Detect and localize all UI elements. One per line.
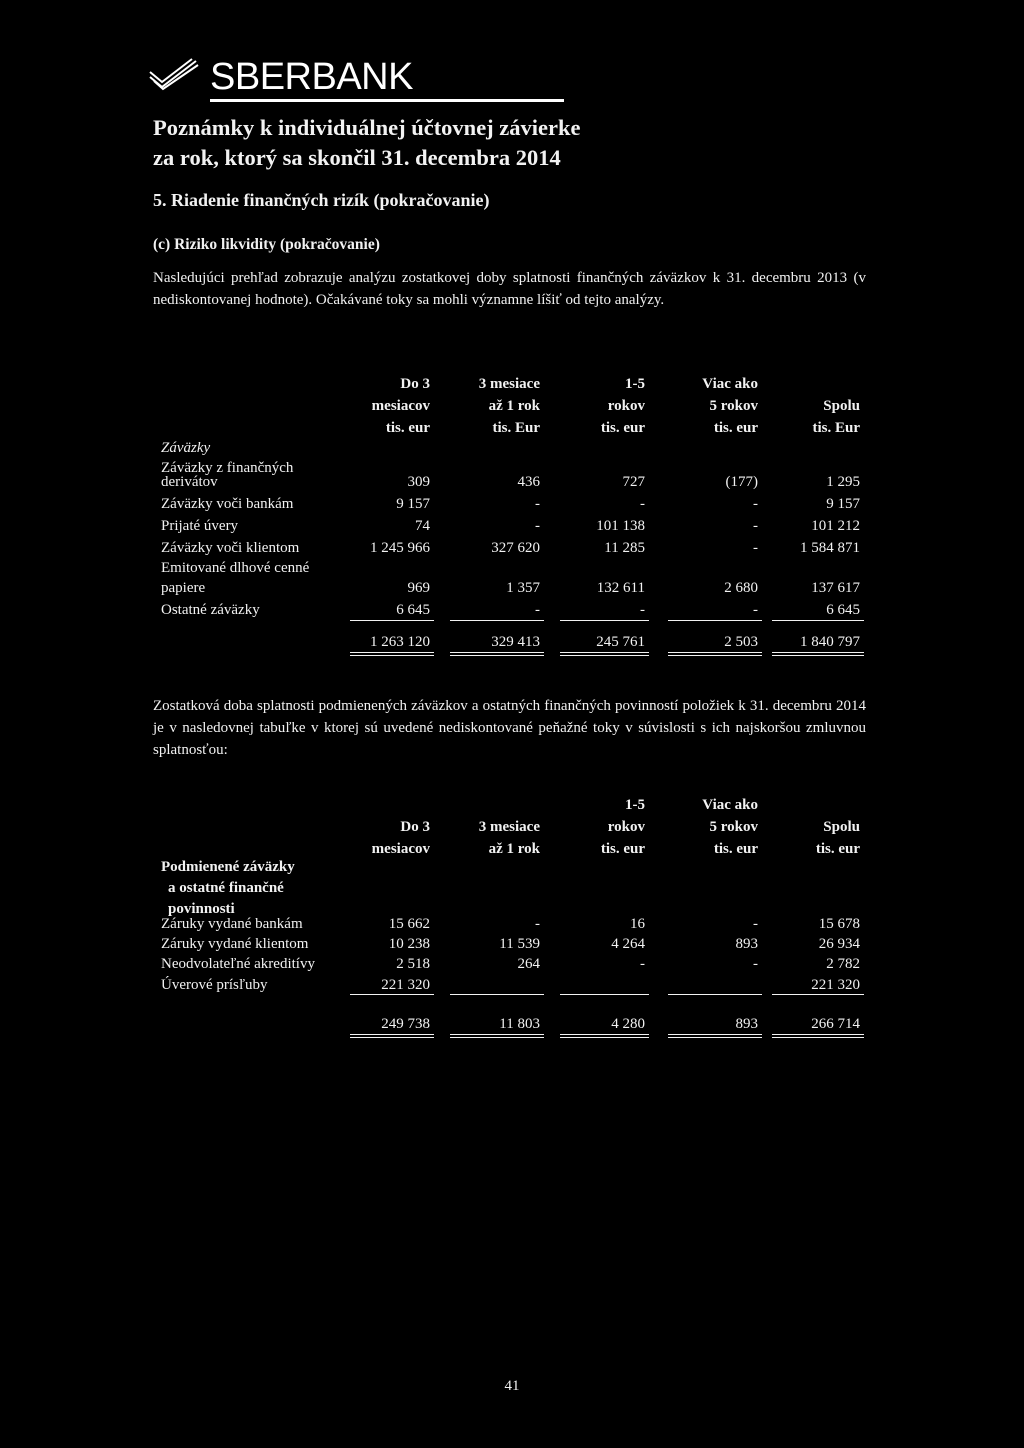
cell-value: 221 320 bbox=[381, 977, 430, 993]
row-label: Prijaté úvery bbox=[161, 518, 239, 534]
cell-value: 132 611 bbox=[596, 580, 645, 596]
cell-value: 15 662 bbox=[388, 916, 430, 932]
column-header: tis. Eur bbox=[492, 420, 540, 436]
cell-value: 9 157 bbox=[826, 496, 860, 512]
section-label: povinnosti bbox=[168, 901, 235, 917]
cell-value: 137 617 bbox=[811, 580, 860, 596]
column-underline bbox=[450, 620, 544, 621]
column-header: rokov bbox=[607, 819, 645, 835]
total-double-underline bbox=[560, 1034, 649, 1038]
cell-value: - bbox=[535, 496, 540, 512]
row-label: Emitované dlhové cenné bbox=[161, 560, 310, 576]
logo-underline bbox=[210, 99, 564, 102]
intro-paragraph-1: Nasledujúci prehľad zobrazuje analýzu zostatkovej doby splatnosti finančných záväzkov k 31. decembru 2013 (v nediskontovanej hodnote). Očakávané toky sa mohli významne líšiť od tejto analýzy. bbox=[153, 270, 866, 308]
row-label: Záruky vydané bankám bbox=[161, 916, 303, 932]
column-header: 3 mesiace bbox=[478, 819, 540, 835]
column-underline bbox=[560, 994, 649, 995]
cell-value: 10 238 bbox=[388, 936, 430, 952]
intro-paragraph-2: Zostatková doba splatnosti podmienených záväzkov a ostatných finančných povinností položiek k 31. decembru 2014 je v nasledovnej tabuľke v ktorej sú uvedené nediskontované peňažné toky v súvislosti s ich najskoršou zmluvnou splatnosťou: bbox=[153, 698, 866, 758]
total-double-underline bbox=[772, 1034, 864, 1038]
document-title-line2: za rok, ktorý sa skončil 31. decembra 2014 bbox=[153, 145, 561, 170]
total-double-underline bbox=[560, 652, 649, 656]
row-label: Úverové prísľuby bbox=[161, 977, 268, 993]
section-heading: 5. Riadenie finančných rizík (pokračovanie) bbox=[153, 190, 490, 210]
cell-value: 4 264 bbox=[611, 936, 645, 952]
cell-value: 2 782 bbox=[826, 956, 860, 972]
row-label: Záväzky z finančných bbox=[161, 460, 294, 476]
column-underline bbox=[560, 620, 649, 621]
cell-value: 309 bbox=[407, 474, 430, 490]
column-underline bbox=[668, 620, 762, 621]
cell-value: 1 295 bbox=[826, 474, 860, 490]
column-header: Viac ako bbox=[702, 797, 758, 813]
total-value: 11 803 bbox=[499, 1016, 540, 1032]
cell-value: 1 245 966 bbox=[370, 540, 430, 556]
total-value: 4 280 bbox=[611, 1016, 645, 1032]
section-label: Záväzky bbox=[161, 440, 211, 456]
cell-value: 74 bbox=[415, 518, 430, 534]
cell-value: 264 bbox=[517, 956, 540, 972]
column-header: Do 3 bbox=[400, 819, 430, 835]
column-header: 5 rokov bbox=[709, 819, 758, 835]
cell-value: 9 157 bbox=[396, 496, 430, 512]
cell-value: (177) bbox=[725, 474, 758, 490]
total-double-underline bbox=[668, 1034, 762, 1038]
total-double-underline bbox=[668, 652, 762, 656]
column-underline bbox=[350, 994, 434, 995]
cell-value: - bbox=[640, 956, 645, 972]
row-label: derivátov bbox=[161, 474, 218, 490]
column-header: 1-5 bbox=[625, 376, 645, 392]
cell-value: - bbox=[753, 540, 758, 556]
cell-value: 15 678 bbox=[818, 916, 860, 932]
column-header: 5 rokov bbox=[709, 398, 758, 414]
column-header: až 1 rok bbox=[488, 841, 540, 857]
total-double-underline bbox=[450, 1034, 544, 1038]
column-header: Spolu bbox=[823, 819, 860, 835]
cell-value: 101 138 bbox=[596, 518, 645, 534]
cell-value: 2 518 bbox=[396, 956, 430, 972]
cell-value: - bbox=[535, 602, 540, 618]
cell-value: 1 584 871 bbox=[800, 540, 860, 556]
total-value: 2 503 bbox=[724, 634, 758, 650]
row-label: Záruky vydané klientom bbox=[161, 936, 309, 952]
cell-value: 16 bbox=[630, 916, 645, 932]
cell-value: - bbox=[640, 602, 645, 618]
cell-value: 893 bbox=[735, 936, 758, 952]
cell-value: 727 bbox=[622, 474, 645, 490]
column-header: tis. eur bbox=[600, 841, 645, 857]
total-value: 329 413 bbox=[491, 634, 540, 650]
cell-value: 101 212 bbox=[811, 518, 860, 534]
total-double-underline bbox=[450, 652, 544, 656]
logo-text: SBERBANK bbox=[210, 56, 413, 98]
total-value: 1 263 120 bbox=[370, 634, 430, 650]
cell-value: - bbox=[535, 916, 540, 932]
column-header: mesiacov bbox=[371, 398, 430, 414]
column-underline bbox=[350, 620, 434, 621]
column-header: mesiacov bbox=[371, 841, 430, 857]
total-double-underline bbox=[350, 652, 434, 656]
total-value: 249 738 bbox=[381, 1016, 430, 1032]
column-underline bbox=[772, 994, 864, 995]
total-double-underline bbox=[772, 652, 864, 656]
column-header: tis. eur bbox=[815, 841, 860, 857]
total-value: 893 bbox=[735, 1016, 758, 1032]
column-header: Viac ako bbox=[702, 376, 758, 392]
column-header: 1-5 bbox=[625, 797, 645, 813]
column-header: tis. Eur bbox=[812, 420, 860, 436]
column-header: Spolu bbox=[823, 398, 860, 414]
cell-value: 6 645 bbox=[396, 602, 430, 618]
cell-value: - bbox=[753, 916, 758, 932]
cell-value: 11 539 bbox=[499, 936, 540, 952]
cell-value: 436 bbox=[517, 474, 540, 490]
total-value: 245 761 bbox=[596, 634, 645, 650]
cell-value: 1 357 bbox=[506, 580, 540, 596]
column-header: tis. eur bbox=[713, 420, 758, 436]
row-label: Ostatné záväzky bbox=[161, 602, 260, 618]
column-header: až 1 rok bbox=[488, 398, 540, 414]
cell-value: 11 285 bbox=[604, 540, 645, 556]
page-number: 41 bbox=[504, 1378, 520, 1394]
cell-value: - bbox=[753, 602, 758, 618]
cell-value: 26 934 bbox=[818, 936, 860, 952]
total-value: 1 840 797 bbox=[800, 634, 860, 650]
column-header: tis. eur bbox=[600, 420, 645, 436]
cell-value: - bbox=[640, 496, 645, 512]
column-underline bbox=[668, 994, 762, 995]
cell-value: 221 320 bbox=[811, 977, 860, 993]
row-label: Záväzky voči klientom bbox=[161, 540, 300, 556]
cell-value: - bbox=[753, 956, 758, 972]
column-underline bbox=[772, 620, 864, 621]
cell-value: - bbox=[535, 518, 540, 534]
total-value: 266 714 bbox=[811, 1016, 860, 1032]
cell-value: 6 645 bbox=[826, 602, 860, 618]
column-header: tis. eur bbox=[713, 841, 758, 857]
section-label: a ostatné finančné bbox=[168, 880, 284, 896]
cell-value: - bbox=[753, 496, 758, 512]
sberbank-logo bbox=[148, 55, 418, 105]
cell-value: 2 680 bbox=[724, 580, 758, 596]
cell-value: 969 bbox=[407, 580, 430, 596]
cell-value: 327 620 bbox=[491, 540, 540, 556]
cell-value: - bbox=[753, 518, 758, 534]
column-header: rokov bbox=[607, 398, 645, 414]
document-title-line1: Poznámky k individuálnej účtovnej závierke bbox=[153, 115, 581, 140]
row-label: Neodvolateľné akreditívy bbox=[161, 956, 315, 972]
column-underline bbox=[450, 994, 544, 995]
total-double-underline bbox=[350, 1034, 434, 1038]
section-subheading: (c) Riziko likvidity (pokračovanie) bbox=[153, 236, 380, 253]
row-label: papiere bbox=[161, 580, 206, 596]
sberbank-logo-icon bbox=[148, 57, 200, 93]
row-label: Záväzky voči bankám bbox=[161, 496, 294, 512]
section-label: Podmienené záväzky bbox=[161, 859, 295, 875]
column-header: 3 mesiace bbox=[478, 376, 540, 392]
column-header: tis. eur bbox=[385, 420, 430, 436]
column-header: Do 3 bbox=[400, 376, 430, 392]
